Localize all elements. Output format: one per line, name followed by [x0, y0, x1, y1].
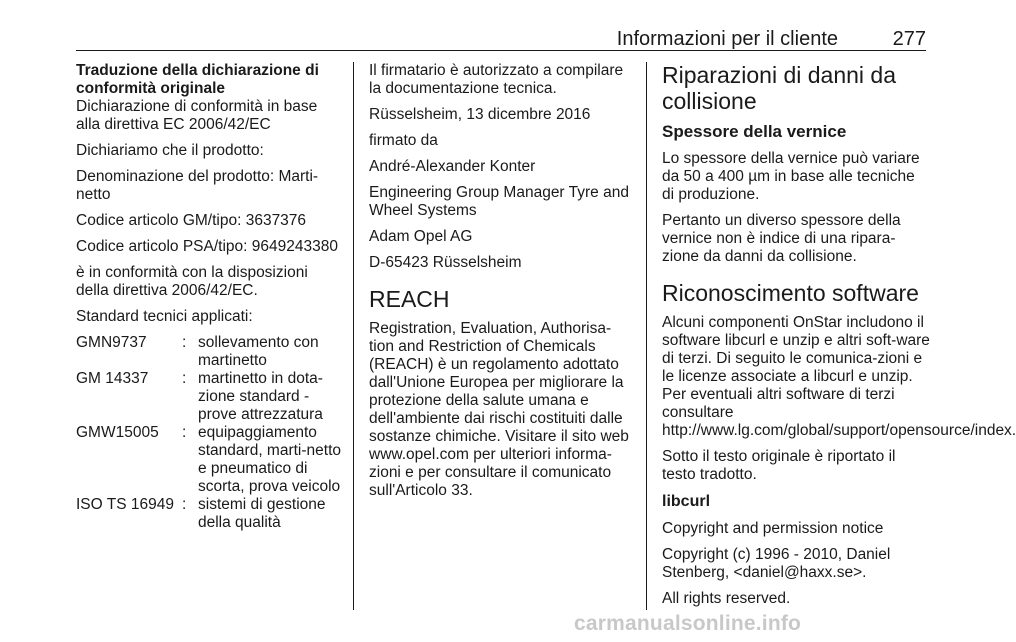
paint-thickness-text-1: Lo spessore della vernice può variare da 50 a 400 µm in base alle tecniche di produzione.	[662, 150, 920, 203]
table-row	[76, 334, 344, 370]
conformity-statement: è in conformità con la disposizioni della direttiva 2006/42/EC.	[76, 264, 308, 299]
declaration-directive: Dichiarazione di conformità in base alla direttiva EC 2006/42/EC	[76, 98, 318, 133]
gm-part-number: Codice articolo GM/tipo: 3637376	[76, 212, 307, 229]
standard-code: GMN9737	[76, 334, 147, 351]
column-divider-2	[646, 62, 647, 610]
reach-text: Registration, Evaluation, Authorisa-tion and Restriction of Chemicals (REACH) è un regolamento adottato dall'Unione Europea per migliorare la protezione della salute umana e dell'ambiente dai rischi costituiti dalle sostanze chimiche. Visitare il sito web www.opel.com per ulteriori informa-zioni e per consultare il comunicato sull'Articolo 33.	[369, 320, 629, 499]
table-row	[76, 424, 344, 496]
software-heading: Riconoscimento software	[662, 280, 919, 306]
standard-separator: :	[182, 370, 187, 387]
standards-table	[76, 334, 344, 532]
standard-separator: :	[182, 334, 187, 351]
table-row	[76, 496, 344, 532]
standards-intro: Standard tecnici applicati:	[76, 308, 253, 325]
standard-code: ISO TS 16949	[76, 496, 174, 513]
libcurl-heading: libcurl	[662, 493, 711, 510]
standard-separator: :	[182, 496, 187, 513]
declaration-heading: Traduzione della dichiarazione di conformità originale	[76, 62, 319, 97]
signatory-statement: Il firmatario è autorizzato a compilare la documentazione tecnica.	[369, 62, 624, 97]
page-number: 277	[892, 28, 926, 50]
psa-part-number: Codice articolo PSA/tipo: 9649243380	[76, 238, 338, 255]
column-middle	[369, 62, 635, 508]
page-title: Informazioni per il cliente	[616, 28, 838, 50]
place-date: Rüsselsheim, 13 dicembre 2016	[369, 106, 591, 123]
watermark: carmanualsonline.info	[574, 612, 802, 635]
declaration-statement: Dichiariamo che il prodotto:	[76, 142, 264, 159]
signed-by-label: firmato da	[369, 132, 438, 149]
table-row	[76, 370, 344, 424]
standard-description: martinetto in dota-zione standard - prove attrezzatura	[198, 370, 323, 423]
column-divider-1	[353, 62, 354, 610]
collision-repair-heading: Riparazioni di danni da collisione	[662, 62, 896, 114]
header-rule	[76, 50, 926, 51]
company-address: D-65423 Rüsselsheim	[369, 254, 522, 271]
libcurl-notice: Copyright and permission notice	[662, 520, 884, 537]
software-text-2: Sotto il testo originale è riportato il testo tradotto.	[662, 448, 896, 483]
libcurl-rights: All rights reserved.	[662, 590, 791, 607]
standard-code: GMW15005	[76, 424, 159, 441]
paint-thickness-text-2: Pertanto un diverso spessore della vernice non è indice di una ripara-zione da danni da collisione.	[662, 212, 901, 265]
software-text-1: Alcuni componenti OnStar includono il software libcurl e unzip e altri soft-ware di terzi. Di seguito le comunica-zioni e le licenze associate a libcurl e unzip. Per eventuali altri software di terzi consultare http://www.lg.com/global/support/opensource/index.	[662, 314, 1016, 439]
libcurl-copyright: Copyright (c) 1996 - 2010, Daniel Stenberg, <daniel@haxx.se>.	[662, 546, 891, 581]
standard-separator: :	[182, 424, 187, 441]
column-left	[76, 62, 344, 532]
column-right	[662, 62, 1016, 616]
standard-description: equipaggiamento standard, marti-netto e pneumatico di scorta, prova veicolo	[198, 424, 342, 495]
standard-description: sollevamento con martinetto	[198, 334, 319, 369]
company-name: Adam Opel AG	[369, 228, 473, 245]
product-name: Denominazione del prodotto: Marti-netto	[76, 168, 319, 203]
signatory-role: Engineering Group Manager Tyre and Wheel Systems	[369, 184, 629, 219]
standard-code: GM 14337	[76, 370, 149, 387]
page-header	[76, 26, 926, 52]
reach-heading: REACH	[369, 286, 450, 312]
signatory-name: André-Alexander Konter	[369, 158, 536, 175]
standard-description: sistemi di gestione della qualità	[198, 496, 326, 531]
paint-thickness-heading: Spessore della vernice	[662, 122, 847, 141]
